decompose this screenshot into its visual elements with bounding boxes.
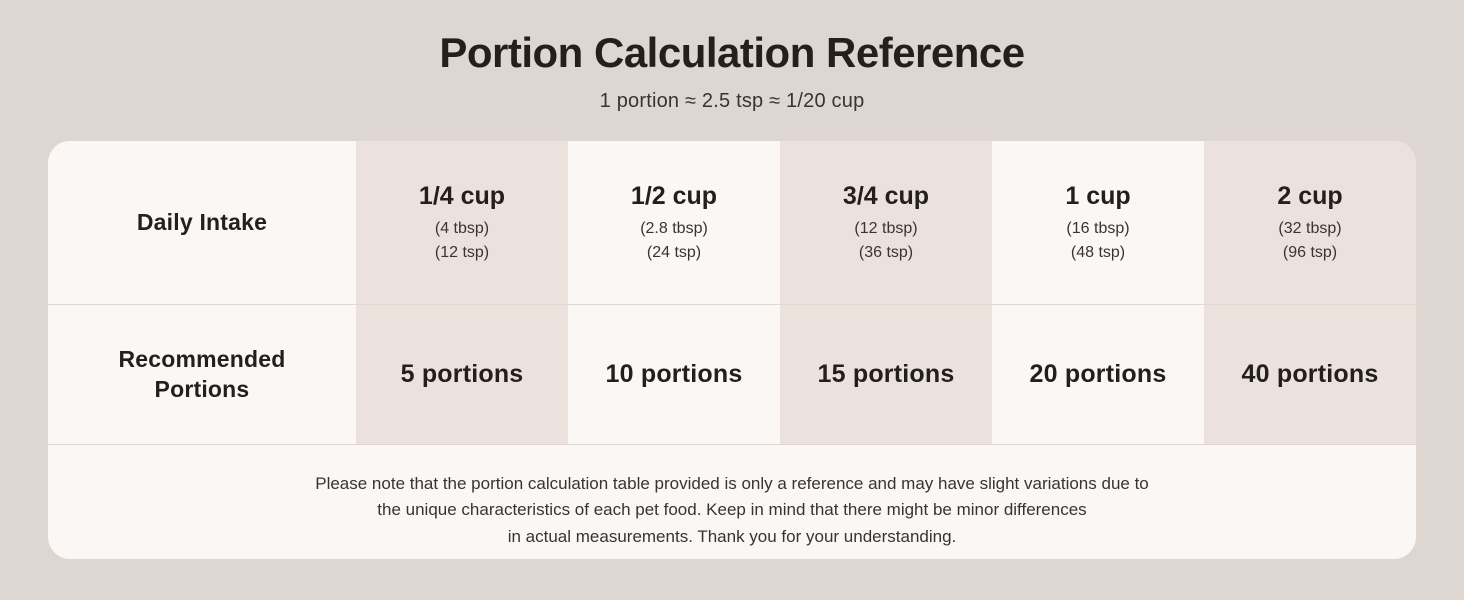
row-label-recommended-portions: Recommended Portions — [48, 305, 356, 444]
tbsp-amount: (4 tbsp) — [434, 220, 490, 238]
tbsp-amount: (32 tbsp) — [1278, 220, 1342, 238]
page-title: Portion Calculation Reference — [439, 29, 1025, 76]
intake-cell-4 — [992, 141, 1204, 304]
footnote-line-3: in actual measurements. Thank you for your understanding. — [507, 526, 957, 546]
tbsp-amount: (2.8 tbsp) — [640, 220, 708, 238]
portions-value: 15 portions — [817, 360, 955, 388]
portion-table-card — [48, 141, 1416, 559]
cup-amount: 3/4 cup — [842, 182, 930, 211]
table-row — [48, 305, 1416, 444]
cup-amount: 1 cup — [1065, 182, 1131, 211]
portions-cell-2 — [568, 305, 780, 444]
footnote-line-1: Please note that the portion calculation table provided is only a reference and may have slight variations due to — [315, 474, 1149, 493]
row-label-daily-intake: Daily Intake — [48, 141, 356, 304]
portions-cell-3 — [780, 305, 992, 444]
tsp-amount: (24 tsp) — [646, 243, 702, 261]
portions-value: 20 portions — [1029, 360, 1167, 388]
intake-cell-1 — [356, 141, 568, 304]
portions-value: 40 portions — [1241, 360, 1379, 388]
tsp-amount: (36 tsp) — [858, 243, 914, 261]
footnote-line-2: the unique characteristics of each pet food. Keep in mind that there might be minor differences — [377, 500, 1087, 520]
tbsp-amount: (12 tbsp) — [854, 220, 918, 238]
portions-value: 5 portions — [400, 360, 524, 388]
portions-cell-4 — [992, 305, 1204, 444]
portions-cell-1 — [356, 305, 568, 444]
intake-cell-5 — [1204, 141, 1416, 304]
page-subtitle: 1 portion ≈ 2.5 tsp ≈ 1/20 cup — [599, 90, 865, 113]
cup-amount: 1/4 cup — [418, 182, 506, 211]
tsp-amount: (48 tsp) — [1070, 243, 1126, 261]
cup-amount: 1/2 cup — [630, 182, 718, 211]
portions-value: 10 portions — [605, 360, 743, 388]
tbsp-amount: (16 tbsp) — [1066, 220, 1130, 238]
tsp-amount: (96 tsp) — [1282, 243, 1338, 261]
tsp-amount: (12 tsp) — [434, 243, 490, 261]
intake-cell-3 — [780, 141, 992, 304]
footnote — [48, 445, 1416, 550]
intake-cell-2 — [568, 141, 780, 304]
portions-cell-5 — [1204, 305, 1416, 444]
table-row — [48, 141, 1416, 304]
cup-amount: 2 cup — [1277, 182, 1343, 211]
